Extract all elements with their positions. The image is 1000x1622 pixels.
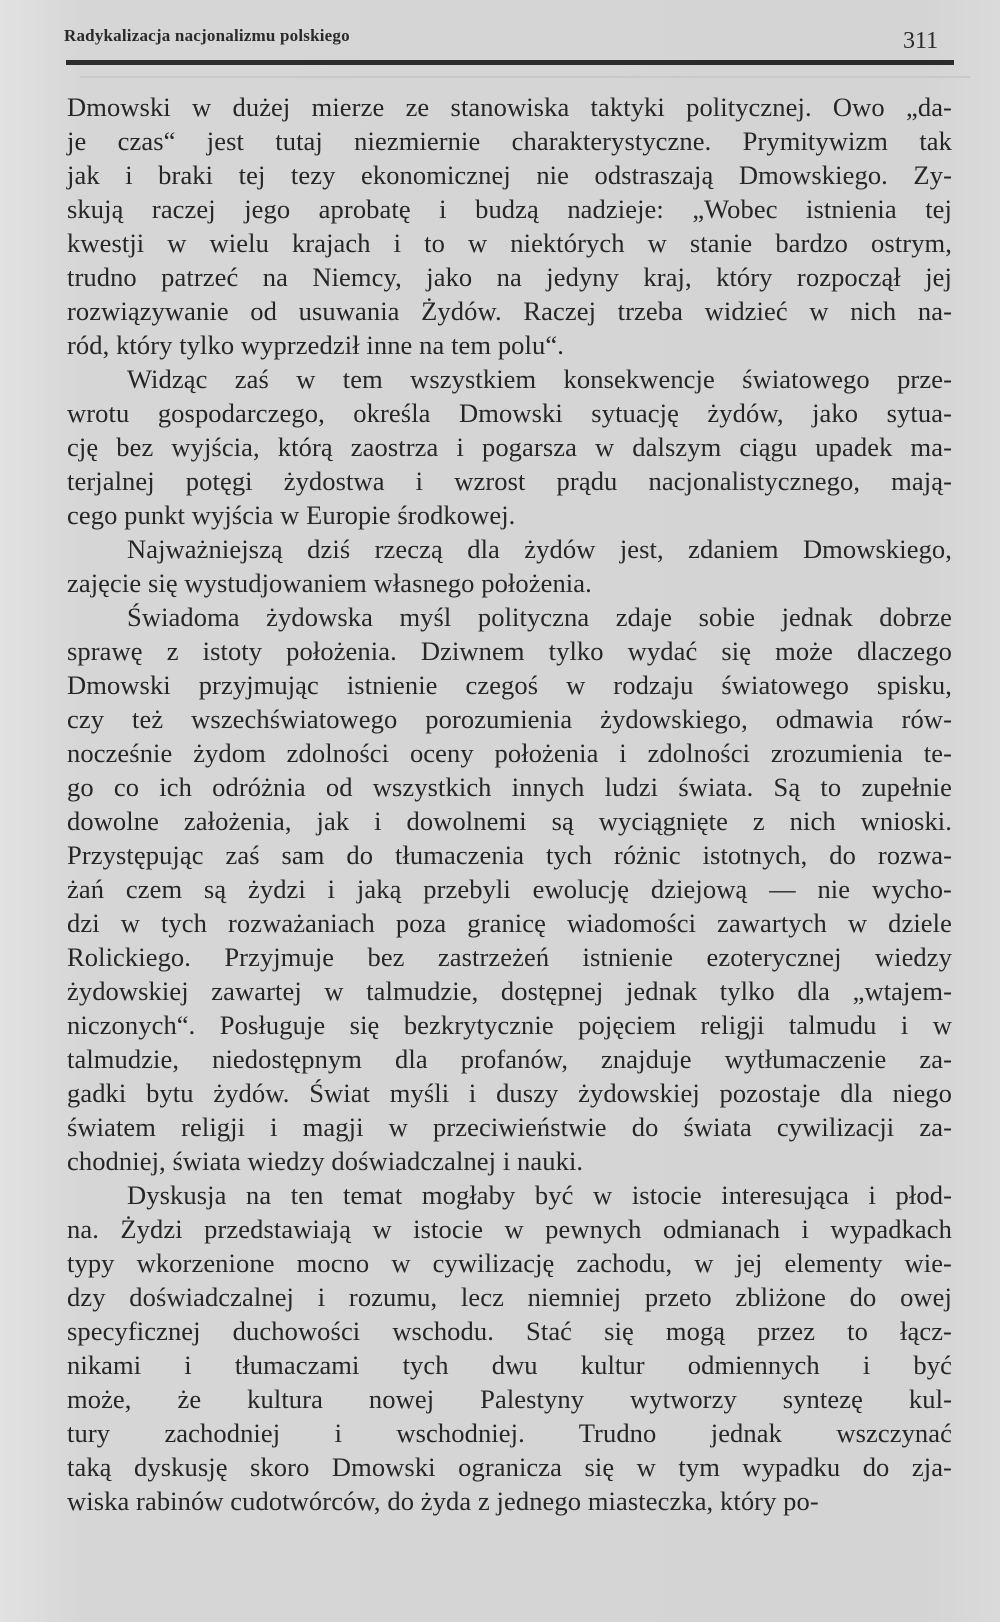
text-line: cego punkt wyjścia w Europie środkowej.	[67, 500, 516, 530]
text-line: jak i braki tej tezy ekonomicznej nie odstraszają Dmowskiego. Zy-	[67, 160, 952, 190]
text-line: czy też wszechświatowego porozumienia żydowskiego, odmawia rów-	[67, 704, 952, 734]
text-line: Dmowski w dużej mierze ze stanowiska taktyki politycznej. Owo „da-	[67, 92, 952, 122]
text-line: Przystępując zaś sam do tłumaczenia tych różnic istotnych, do rozwa-	[67, 840, 952, 870]
text-line: Rolickiego. Przyjmuje bez zastrzeżeń istnienie ezoterycznej wiedzy	[67, 942, 952, 972]
text-line: ród, który tylko wyprzedził inne na tem polu“.	[67, 330, 564, 360]
paragraph	[67, 600, 952, 1178]
text-line: taką dyskusję skoro Dmowski ogranicza się w tym wypadku do zja-	[67, 1452, 952, 1482]
paragraph	[67, 362, 952, 532]
text-line: Świadoma żydowska myśl polityczna zdaje sobie jednak dobrze	[127, 602, 952, 632]
text-line: światem religji i magji w przeciwieństwie do świata cywilizacji za-	[67, 1112, 952, 1142]
header-rule	[66, 60, 954, 65]
text-line: nocześnie żydom zdolności oceny położenia i zdolności zrozumienia te-	[67, 738, 952, 768]
paragraph	[67, 532, 952, 600]
text-line: trudno patrzeć na Niemcy, jako na jedyny kraj, który rozpoczął jej	[67, 262, 952, 292]
text-line: wrotu gospodarczego, określa Dmowski sytuację żydów, jako sytua-	[67, 398, 952, 428]
text-line: sprawę z istoty położenia. Dziwnem tylko wydać się może dlaczego	[67, 636, 952, 666]
paragraph	[67, 1178, 952, 1518]
body-text	[67, 90, 952, 1518]
text-line: terjalnej potęgi żydostwa i wzrost prądu nacjonalistycznego, mają-	[67, 466, 952, 496]
running-title: Radykalizacja nacjonalizmu polskiego	[64, 26, 350, 45]
text-line: zajęcie się wystudjowaniem własnego położenia.	[67, 568, 592, 598]
text-line: wiska rabinów cudotwórców, do żyda z jednego miasteczka, który po-	[67, 1486, 819, 1516]
text-line: cję bez wyjścia, którą zaostrza i pogarsza w dalszym ciągu upadek ma-	[67, 432, 952, 462]
text-line: Najważniejszą dziś rzeczą dla żydów jest, zdaniem Dmowskiego,	[127, 534, 952, 564]
text-line: żań czem są żydzi i jaką przebyli ewolucję dziejową — nie wycho-	[67, 874, 952, 904]
text-line: chodniej, świata wiedzy doświadczalnej i nauki.	[67, 1146, 584, 1176]
text-line: specyficznej duchowości wschodu. Stać się mogą przez to łącz-	[67, 1316, 952, 1346]
text-line: Widząc zaś w tem wszystkiem konsekwencje światowego prze-	[127, 364, 952, 394]
text-line: je czas“ jest tutaj niezmiernie charakterystyczne. Prymitywizm tak	[67, 126, 952, 156]
text-line: tury zachodniej i wschodniej. Trudno jednak wszczynać	[67, 1418, 952, 1448]
page-number: 311	[903, 28, 939, 54]
show-through-rule	[80, 76, 970, 78]
text-line: gadki bytu żydów. Świat myśli i duszy żydowskiej pozostaje dla niego	[67, 1078, 952, 1108]
text-line: talmudzie, niedostępnym dla profanów, znajduje wytłumaczenie za-	[67, 1044, 952, 1074]
text-line: nikami i tłumaczami tych dwu kultur odmiennych i być	[67, 1350, 952, 1380]
text-line: dowolne założenia, jak i dowolnemi są wyciągnięte z nich wnioski.	[67, 806, 952, 836]
text-line: rozwiązywanie od usuwania Żydów. Raczej trzeba widzieć w nich na-	[67, 296, 952, 326]
text-line: dzy doświadczalnej i rozumu, lecz niemniej przeto zbliżone do owej	[67, 1282, 952, 1312]
text-line: skują raczej jego aprobatę i budzą nadzieje: „Wobec istnienia tej	[67, 194, 952, 224]
text-line: Dmowski przyjmując istnienie czegoś w rodzaju światowego spisku,	[67, 670, 952, 700]
text-line: może, że kultura nowej Palestyny wytworzy syntezę kul-	[67, 1384, 952, 1414]
paragraph	[67, 90, 952, 362]
text-line: typy wkorzenione mocno w cywilizację zachodu, w jej elementy wie-	[67, 1248, 952, 1278]
text-line: żydowskiej zawartej w talmudzie, dostępnej jednak tylko dla „wtajem-	[67, 976, 952, 1006]
text-line: Dyskusja na ten temat mogłaby być w istocie interesująca i płod-	[127, 1180, 952, 1210]
text-line: na. Żydzi przedstawiają w istocie w pewnych odmianach i wypadkach	[67, 1214, 952, 1244]
text-line: dzi w tych rozważaniach poza granicę wiadomości zawartych w dziele	[67, 908, 952, 938]
text-line: kwestji w wielu krajach i to w niektórych w stanie bardzo ostrym,	[67, 228, 952, 258]
text-line: niczonych“. Posługuje się bezkrytycznie pojęciem religji talmudu i w	[67, 1010, 952, 1040]
text-line: go co ich odróżnia od wszystkich innych ludzi świata. Są to zupełnie	[67, 772, 952, 802]
